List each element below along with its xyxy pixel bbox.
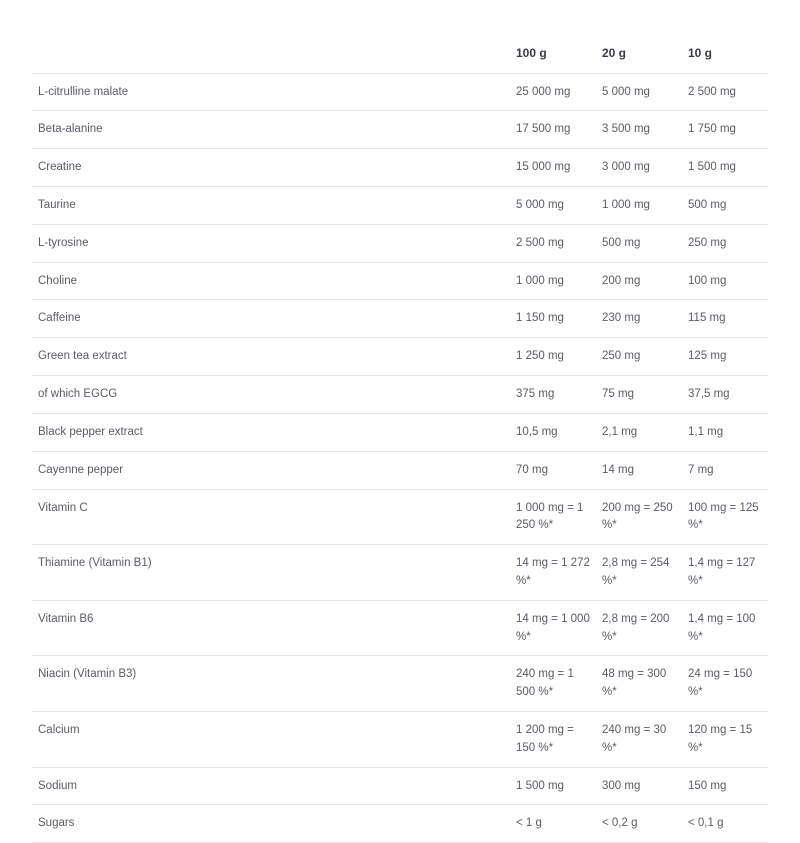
row-value-20g: 48 mg = 300 %* — [596, 656, 682, 712]
row-value-10g: 115 mg — [682, 300, 768, 338]
row-value-20g: 14 mg — [596, 451, 682, 489]
row-value-10g: 100 mg = 125 %* — [682, 489, 768, 545]
column-header-20g: 20 g — [596, 36, 682, 73]
row-value-10g: 250 mg — [682, 224, 768, 262]
row-value-100g: 240 mg = 1 500 %* — [510, 656, 596, 712]
table-row — [32, 489, 768, 545]
row-value-100g: 1 000 mg — [510, 262, 596, 300]
table-row — [32, 262, 768, 300]
table-row — [32, 111, 768, 149]
row-label: Black pepper extract — [32, 413, 510, 451]
row-value-20g: 1 000 mg — [596, 187, 682, 225]
row-value-100g: 25 000 mg — [510, 73, 596, 111]
row-value-100g: 1 500 mg — [510, 767, 596, 805]
row-label: Vitamin C — [32, 489, 510, 545]
table-row — [32, 300, 768, 338]
row-value-10g: 7 mg — [682, 451, 768, 489]
row-label: Green tea extract — [32, 338, 510, 376]
row-label: Niacin (Vitamin B3) — [32, 656, 510, 712]
row-value-100g: < 1 g — [510, 805, 596, 843]
row-value-20g: 300 mg — [596, 767, 682, 805]
row-value-20g: 200 mg — [596, 262, 682, 300]
column-header-100g: 100 g — [510, 36, 596, 73]
row-value-100g: 10,5 mg — [510, 413, 596, 451]
row-value-10g: 1 750 mg — [682, 111, 768, 149]
row-value-100g: 70 mg — [510, 451, 596, 489]
table-row — [32, 805, 768, 843]
row-value-20g: 5 000 mg — [596, 73, 682, 111]
row-label: Thiamine (Vitamin B1) — [32, 545, 510, 601]
row-value-10g: < 0,1 g — [682, 805, 768, 843]
row-value-20g: 250 mg — [596, 338, 682, 376]
row-value-10g: 1,4 mg = 100 %* — [682, 600, 768, 656]
column-header-name — [32, 36, 510, 73]
row-value-20g: 3 000 mg — [596, 149, 682, 187]
row-value-100g: 2 500 mg — [510, 224, 596, 262]
row-value-10g: 120 mg = 15 %* — [682, 712, 768, 768]
row-value-10g: 37,5 mg — [682, 376, 768, 414]
row-value-100g: 1 150 mg — [510, 300, 596, 338]
table-row — [32, 451, 768, 489]
row-value-10g: 100 mg — [682, 262, 768, 300]
column-header-10g: 10 g — [682, 36, 768, 73]
nutrition-table — [32, 36, 768, 843]
row-value-20g: 500 mg — [596, 224, 682, 262]
row-label: Choline — [32, 262, 510, 300]
table-row — [32, 413, 768, 451]
row-value-20g: 200 mg = 250 %* — [596, 489, 682, 545]
table-row — [32, 767, 768, 805]
row-value-100g: 17 500 mg — [510, 111, 596, 149]
table-row — [32, 600, 768, 656]
row-value-100g: 14 mg = 1 272 %* — [510, 545, 596, 601]
table-row — [32, 338, 768, 376]
row-label: Caffeine — [32, 300, 510, 338]
row-value-10g: 150 mg — [682, 767, 768, 805]
table-row — [32, 149, 768, 187]
row-value-20g: 2,1 mg — [596, 413, 682, 451]
row-value-100g: 1 200 mg = 150 %* — [510, 712, 596, 768]
row-label: L-tyrosine — [32, 224, 510, 262]
row-value-20g: 2,8 mg = 254 %* — [596, 545, 682, 601]
row-label: Taurine — [32, 187, 510, 225]
row-value-10g: 1,1 mg — [682, 413, 768, 451]
row-value-100g: 5 000 mg — [510, 187, 596, 225]
row-value-100g: 375 mg — [510, 376, 596, 414]
table-row — [32, 376, 768, 414]
table-row — [32, 187, 768, 225]
row-label: Sugars — [32, 805, 510, 843]
table-row — [32, 545, 768, 601]
row-value-10g: 24 mg = 150 %* — [682, 656, 768, 712]
row-value-20g: < 0,2 g — [596, 805, 682, 843]
row-label: of which EGCG — [32, 376, 510, 414]
row-label: L-citrulline malate — [32, 73, 510, 111]
row-value-20g: 240 mg = 30 %* — [596, 712, 682, 768]
row-label: Cayenne pepper — [32, 451, 510, 489]
row-label: Calcium — [32, 712, 510, 768]
row-label: Creatine — [32, 149, 510, 187]
row-value-10g: 1,4 mg = 127 %* — [682, 545, 768, 601]
row-value-20g: 75 mg — [596, 376, 682, 414]
row-value-100g: 1 250 mg — [510, 338, 596, 376]
row-value-20g: 230 mg — [596, 300, 682, 338]
row-value-10g: 1 500 mg — [682, 149, 768, 187]
table-row — [32, 224, 768, 262]
row-value-10g: 125 mg — [682, 338, 768, 376]
row-label: Sodium — [32, 767, 510, 805]
row-value-20g: 2,8 mg = 200 %* — [596, 600, 682, 656]
table-row — [32, 73, 768, 111]
table-header — [32, 36, 768, 73]
table-row — [32, 712, 768, 768]
row-value-10g: 500 mg — [682, 187, 768, 225]
table-body — [32, 73, 768, 843]
row-value-20g: 3 500 mg — [596, 111, 682, 149]
row-label: Beta-alanine — [32, 111, 510, 149]
row-value-10g: 2 500 mg — [682, 73, 768, 111]
table-row — [32, 656, 768, 712]
row-value-100g: 15 000 mg — [510, 149, 596, 187]
row-value-100g: 14 mg = 1 000 %* — [510, 600, 596, 656]
row-value-100g: 1 000 mg = 1 250 %* — [510, 489, 596, 545]
row-label: Vitamin B6 — [32, 600, 510, 656]
table-header-row — [32, 36, 768, 73]
